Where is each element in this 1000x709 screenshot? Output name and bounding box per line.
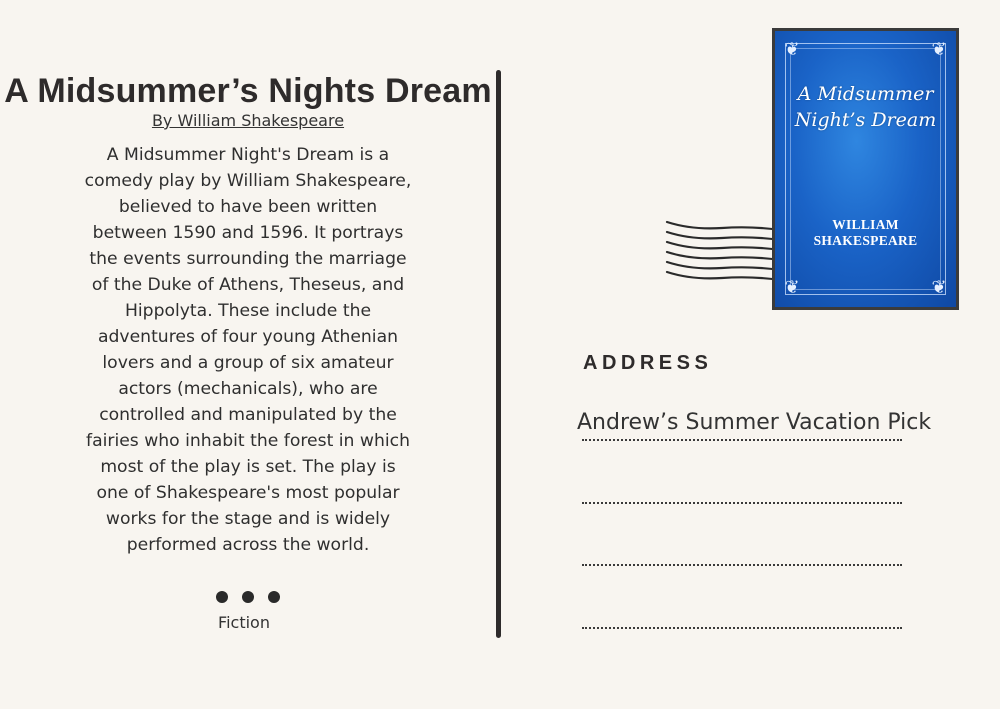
dot-icon: [268, 591, 280, 603]
book-title: A Midsummer’s Nights Dream: [4, 72, 492, 110]
author-byline: By William Shakespeare: [151, 111, 345, 130]
address-line: [582, 439, 902, 441]
ornament-icon: ❦: [784, 39, 800, 60]
dot-icon: [216, 591, 228, 603]
postcard-divider: [496, 70, 501, 638]
address-line: [582, 564, 902, 566]
postmark-icon: [662, 216, 782, 286]
address-line: [582, 627, 902, 629]
ornament-icon: ❦: [931, 277, 947, 298]
cover-author: [775, 217, 956, 249]
cover-title-line: Night’s Dream: [794, 109, 937, 131]
cover-title: [775, 81, 956, 133]
book-cover-image: [772, 28, 959, 310]
address-heading: ADDRESS: [583, 352, 713, 374]
book-description: A Midsummer Night's Dream is a comedy play by William Shakespeare, believed to have been written between 1590 and 1596. It portrays the events surrounding the marriage of the Duke of Athens, Theseus, and Hippolyta. These include the adventures of four young Athenian lovers and a group of six amateur actors (mechanicals), who are controlled and manipulated by the fairies who inhabit the forest in which most of the play is set. The play is one of Shakespeare's most popular works for the stage and is widely performed across the world.: [84, 145, 412, 555]
genre-label: Fiction: [218, 613, 270, 632]
ellipsis-dots: [216, 590, 280, 604]
cover-author-line: WILLIAM: [832, 217, 899, 232]
cover-title-line: A Midsummer: [797, 83, 934, 105]
address-line-text: Andrew’s Summer Vacation Pick: [577, 410, 932, 435]
ornament-icon: ❦: [931, 39, 947, 60]
dot-icon: [242, 591, 254, 603]
ornament-icon: ❦: [784, 277, 800, 298]
address-line: [582, 502, 902, 504]
cover-author-line: SHAKESPEARE: [813, 233, 918, 248]
